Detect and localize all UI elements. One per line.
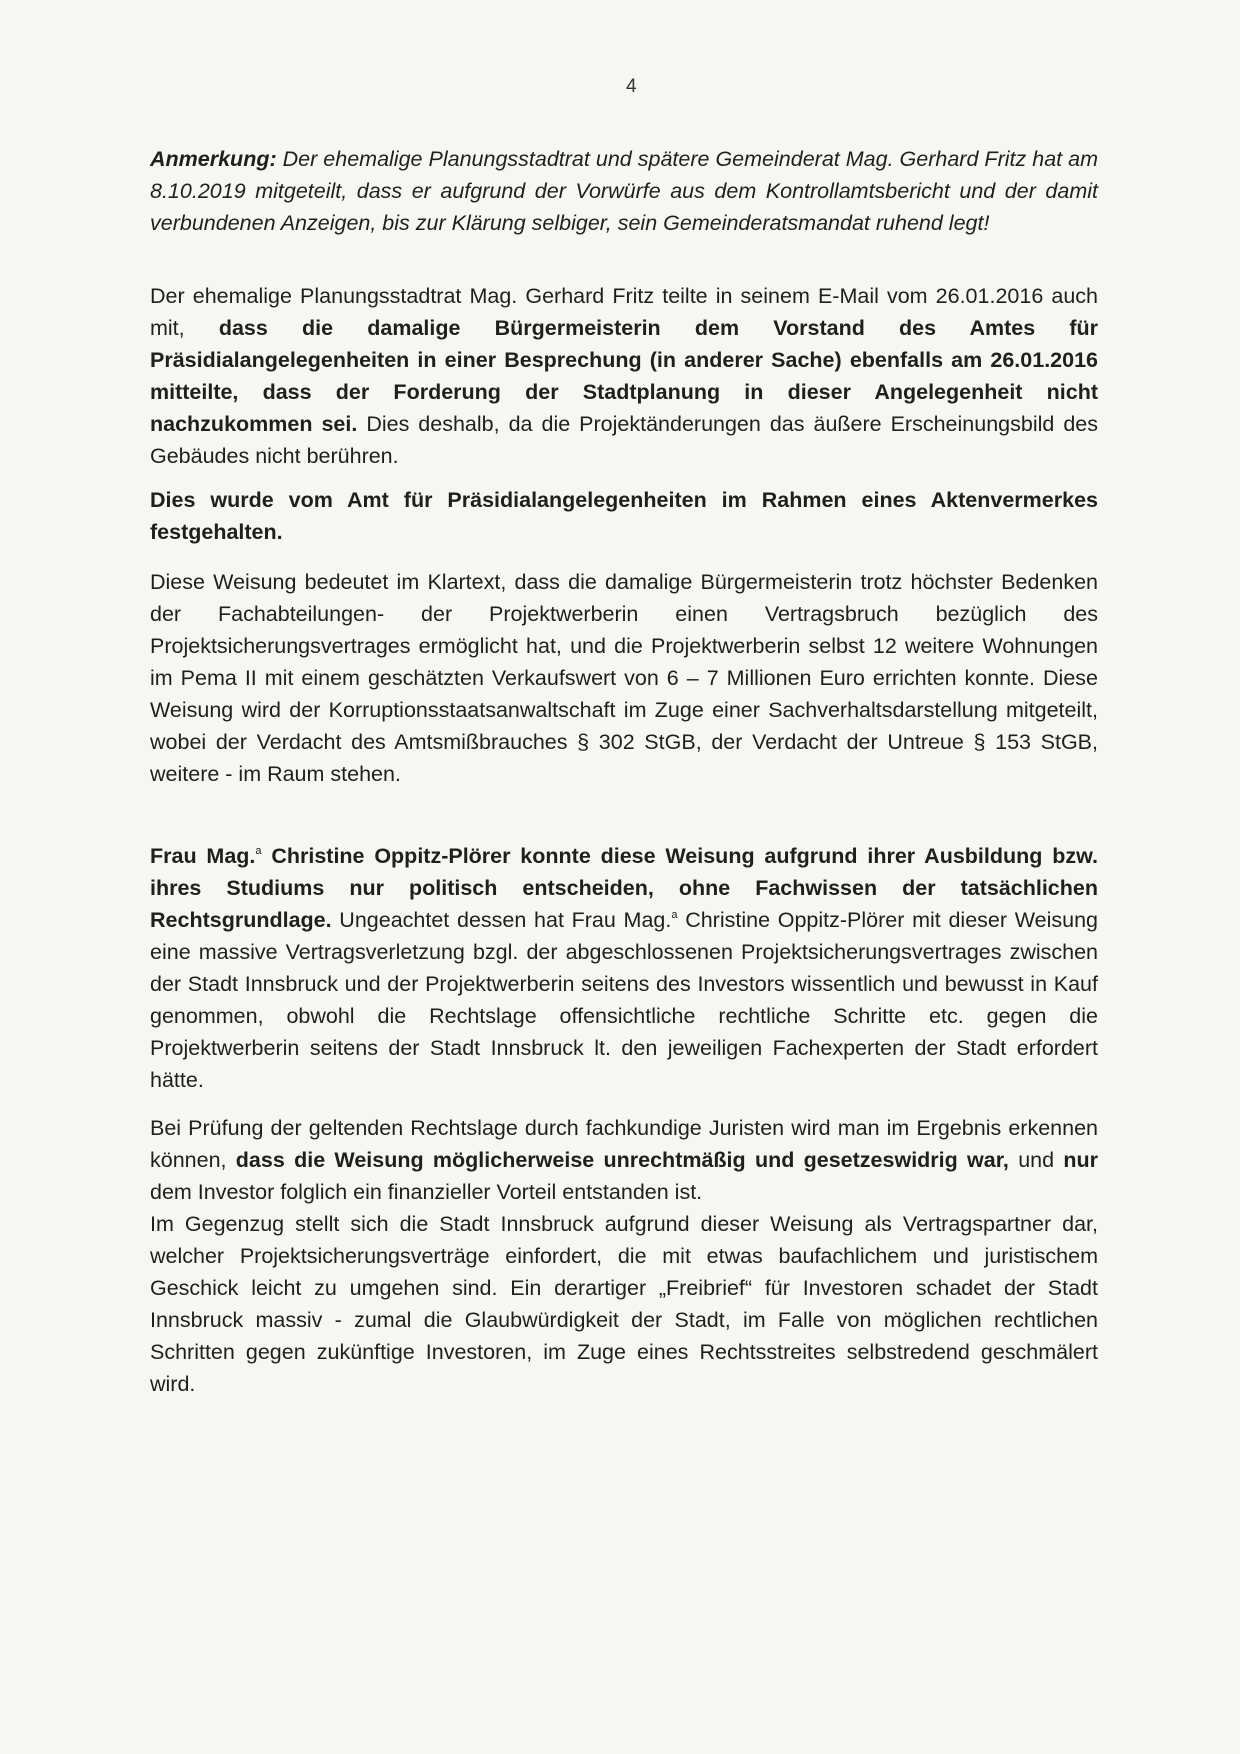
- superscript-a-1: a: [255, 845, 262, 857]
- paragraph-email-text-2: Dies deshalb, da die Projektänderungen das äußere Erscheinungsbild des Gebäudes nicht berühren.: [150, 412, 1098, 468]
- paragraph-pruefung-text-c: dem Investor folglich ein finanzieller Vorteil entstanden ist.: [150, 1180, 703, 1204]
- paragraph-pruefung-bold-a: dass die Weisung möglicherweise unrechtmäßig und gesetzeswidrig war,: [235, 1148, 1009, 1172]
- note-paragraph: [150, 143, 1098, 239]
- paragraph-email-text-1: Der ehemalige Planungsstadtrat Mag. Gerhard Fritz teilte in seinem E-Mail vom 26.01.2016 auch mit,: [150, 284, 1098, 340]
- paragraph-oppitz: [150, 840, 1098, 1096]
- paragraph-gegenzug: [150, 1208, 1098, 1400]
- paragraph-gegenzug-text: Im Gegenzug stellt sich die Stadt Innsbruck aufgrund dieser Weisung als Vertragspartner dar, welcher Projektsicherungsverträge einfordert, die mit etwas baufachlichem und juristischem Geschick leicht zu umgehen sind. Ein derartiger „Freibrief“ für Investoren schadet der Stadt Innsbruck massiv - zumal die Glaubwürdigkeit der Stadt, im Falle von möglichen rechtlichen Schritten gegen zukünftige Investoren, im Zuge eines Rechtsstreites selbstredend geschmälert wird.: [150, 1212, 1098, 1396]
- paragraph-pruefung-text-a: Bei Prüfung der geltenden Rechtslage durch fachkundige Juristen wird man im Ergebnis erkennen können,: [150, 1116, 1098, 1172]
- paragraph-pruefung-text-b: und: [1008, 1148, 1064, 1172]
- paragraph-oppitz-text-b: Christine Oppitz-Plörer mit dieser Weisung eine massive Vertragsverletzung bzgl. der abgeschlossenen Projektsicherungsvertrages zwischen der Stadt Innsbruck und der Projektwerberin seitens des Investors wissentlich und bewusst in Kauf genommen, obwohl die Rechtslage offensichtliche rechtliche Schritte etc. gegen die Projektwerberin seitens der Stadt Innsbruck lt. den jeweiligen Fachexperten der Stadt erfordert hätte.: [150, 908, 1099, 1092]
- paragraph-email: [150, 280, 1098, 472]
- paragraph-weisung-text: Diese Weisung bedeutet im Klartext, dass die damalige Bürgermeisterin trotz höchster Bedenken der Fachabteilungen- der Projektwerberin einen Vertragsbruch bezüglich des Projektsicherungsvertrages ermöglicht hat, und die Projektwerberin selbst 12 weitere Wohnungen im Pema II mit einem geschätzten Verkaufswert von 6 – 7 Millionen Euro errichten konnte. Diese Weisung wird der Korruptionsstaatsanwaltschaft im Zuge einer Sachverhaltsdarstellung mitgeteilt, wobei der Verdacht des Amtsmißbrauches § 302 StGB, der Verdacht der Untreue § 153 StGB, weitere - im Raum stehen.: [150, 570, 1098, 786]
- paragraph-pruefung-bold-b: nur: [1063, 1148, 1098, 1172]
- note-label: Anmerkung:: [150, 147, 277, 171]
- paragraph-oppitz-bold-b: Christine Oppitz-Plörer konnte diese Weisung aufgrund ihrer Ausbildung bzw. ihres Studiums nur politisch entscheiden, ohne Fachwissen der tatsächlichen Rechtsgrundlage.: [150, 844, 1098, 932]
- paragraph-oppitz-text-a: Ungeachtet dessen hat Frau Mag.: [331, 908, 672, 932]
- page-number: 4: [626, 76, 637, 97]
- note-text: Der ehemalige Planungsstadtrat und spätere Gemeinderat Mag. Gerhard Fritz hat am 8.10.2019 mitgeteilt, dass er aufgrund der Vorwürfe aus dem Kontrollamtsbericht und der damit verbundenen Anzeigen, bis zur Klärung selbiger, sein Gemeinderatsmandat ruhend legt!: [150, 147, 1098, 235]
- superscript-a-2: a: [671, 909, 678, 921]
- paragraph-weisung: [150, 566, 1098, 790]
- paragraph-pruefung: [150, 1112, 1098, 1208]
- paragraph-aktenvermerk: [150, 484, 1098, 548]
- paragraph-email-bold: dass die damalige Bürgermeisterin dem Vorstand des Amtes für Präsidialangelegenheiten in einer Besprechung (in anderer Sache) ebenfalls am 26.01.2016 mitteilte, dass der Forderung der Stadtplanung in dieser Angelegenheit nicht nachzukommen sei.: [150, 316, 1098, 436]
- paragraph-oppitz-bold-a: Frau Mag.: [150, 844, 256, 868]
- paragraph-aktenvermerk-bold: Dies wurde vom Amt für Präsidialangelegenheiten im Rahmen eines Aktenvermerkes festgehalten.: [150, 488, 1098, 544]
